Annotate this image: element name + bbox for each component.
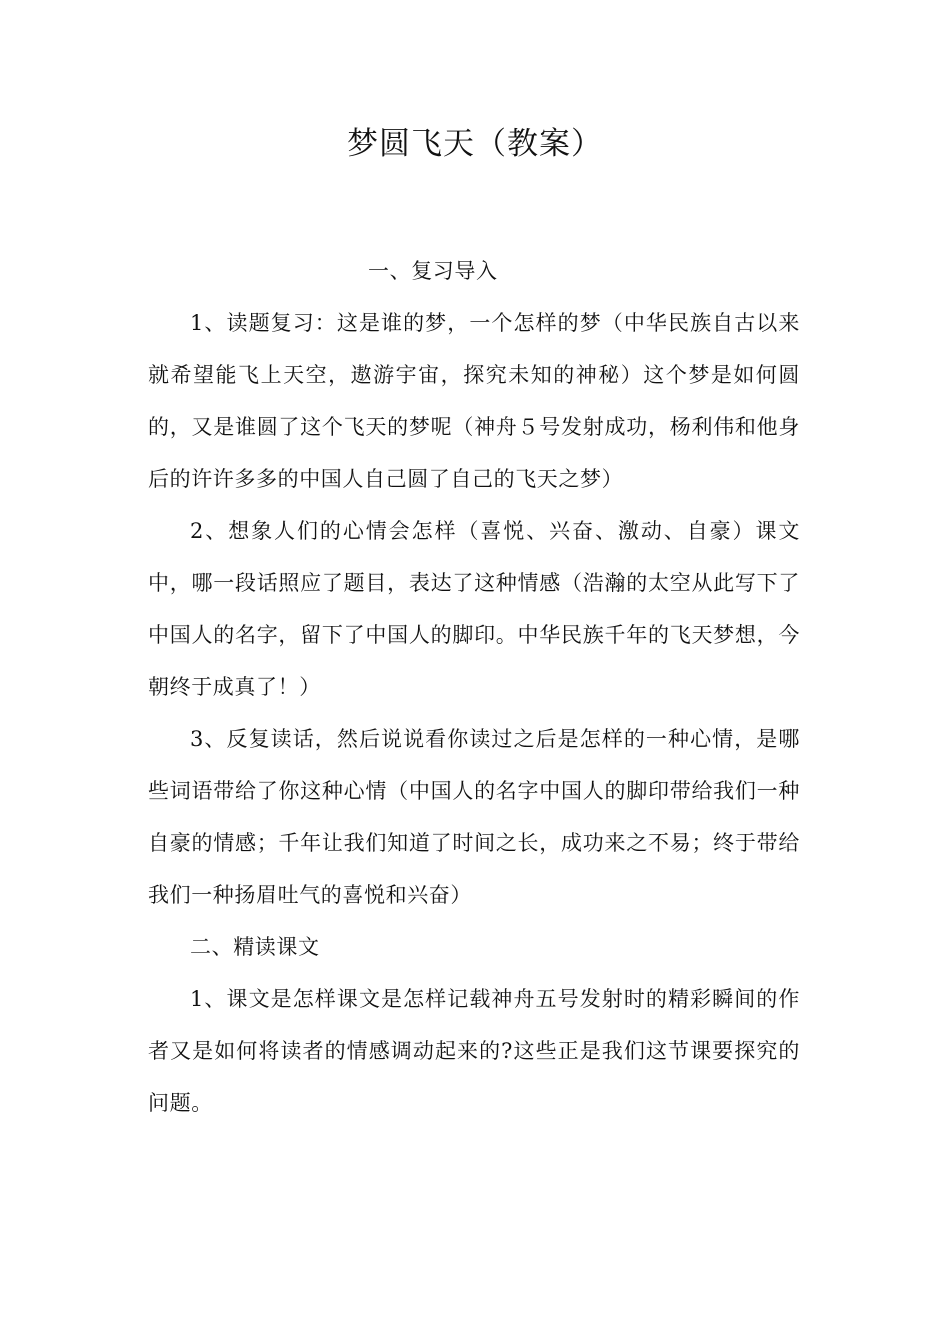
document-title: 梦圆飞天（教案） xyxy=(347,126,603,162)
paragraph-reading-1: 1、课文是怎样课文是怎样记载神舟五号发射时的精彩瞬间的作者又是如何将读者的情感调动起来的?这些正是我们这节课要探究的问题。 xyxy=(148,987,800,1115)
document-body xyxy=(148,245,800,1129)
section-heading-reading: 二、精读课文 xyxy=(190,935,320,959)
paragraph-review-2: 2、想象人们的心情会怎样（喜悦、兴奋、激动、自豪）课文中，哪一段话照应了题目，表达了这种情感（浩瀚的太空从此写下了中国人的名字，留下了中国人的脚印。中华民族千年的飞天梦想，今朝终于成真了！） xyxy=(148,519,800,699)
section-heading-review: 一、复习导入 xyxy=(368,259,498,283)
paragraph-review-3: 3、反复读话，然后说说看你读过之后是怎样的一种心情，是哪些词语带给了你这种心情（中国人的名字中国人的脚印带给我们一种自豪的情感；千年让我们知道了时间之长，成功来之不易；终于带给我们一种扬眉吐气的喜悦和兴奋） xyxy=(148,727,800,907)
paragraph-review-1: 1、读题复习：这是谁的梦，一个怎样的梦（中华民族自古以来就希望能飞上天空，遨游宇宙，探究未知的神秘）这个梦是如何圆的，又是谁圆了这个飞天的梦呢（神舟５号发射成功，杨利伟和他身后的许许多多的中国人自己圆了自己的飞天之梦） xyxy=(148,311,800,491)
